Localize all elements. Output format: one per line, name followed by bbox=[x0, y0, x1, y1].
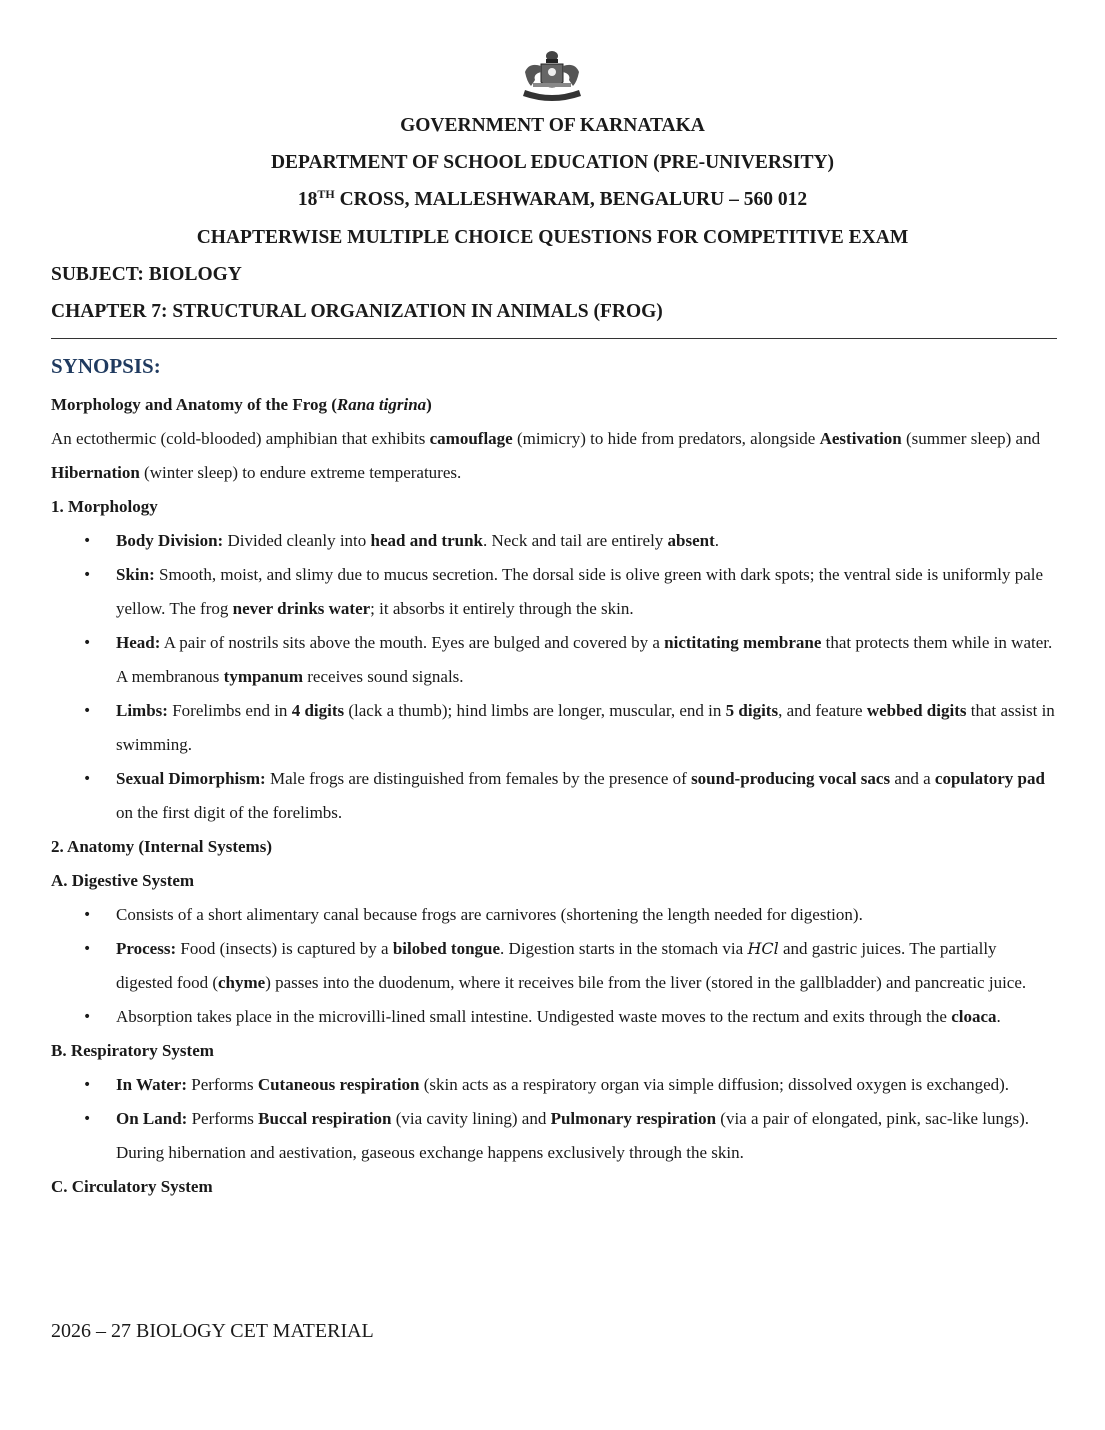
circulatory-heading: C. Circulatory System bbox=[51, 1177, 213, 1196]
synopsis-body bbox=[51, 388, 1057, 1204]
header-government: GOVERNMENT OF KARNATAKA bbox=[400, 115, 705, 136]
list-item-process: • Process: Food (insects) is captured by a bilobed tongue. Digestion starts in the stomach via HCl and gastric juices. The partially digested food (chyme) passes into the duodenum, where it receives bile from the liver (stored in the gallbladder) and pancreatic juice. bbox=[116, 932, 1057, 1000]
list-item-on-land: • On Land: Performs Buccal respiration (via cavity lining) and Pulmonary respiration (via a pair of elongated, pink, sac-like lungs). During hibernation and aestivation, gaseous exchange happens exclusively through the skin. bbox=[116, 1102, 1057, 1170]
list-item-sexual-dimorphism: • Sexual Dimorphism: Male frogs are distinguished from females by the presence of sound-producing vocal sacs and a copulatory pad on the first digit of the forelimbs. bbox=[116, 762, 1057, 830]
address-superscript: TH bbox=[317, 187, 335, 201]
header-exam-title: CHAPTERWISE MULTIPLE CHOICE QUESTIONS FOR COMPETITIVE EXAM bbox=[196, 227, 909, 248]
header-department: DEPARTMENT OF SCHOOL EDUCATION (PRE-UNIVERSITY) bbox=[270, 152, 835, 173]
list-item-alimentary-canal: • Consists of a short alimentary canal because frogs are carnivores (shortening the length needed for digestion). bbox=[116, 898, 1057, 932]
list-item-body-division: • Body Division: Divided cleanly into head and trunk. Neck and tail are entirely absent. bbox=[116, 524, 1057, 558]
list-item-absorption: • Absorption takes place in the microvilli-lined small intestine. Undigested waste moves to the rectum and exits through the cloaca. bbox=[116, 1000, 1057, 1034]
species-name: Rana tigrina bbox=[336, 395, 427, 414]
page-footer: 2026 – 27 BIOLOGY CET MATERIAL bbox=[51, 1320, 374, 1342]
header-address bbox=[0, 188, 1105, 212]
address-number: 18 bbox=[297, 189, 318, 210]
list-item-head: • Head: A pair of nostrils sits above the mouth. Eyes are bulged and covered by a nictitating membrane that protects them while in water. A membranous tympanum receives sound signals. bbox=[116, 626, 1057, 694]
list-item-skin: • Skin: Smooth, moist, and slimy due to mucus secretion. The dorsal side is olive green with dark spots; the ventral side is uniformly pale yellow. The frog never drinks water; it absorbs it entirely through the skin. bbox=[116, 558, 1057, 626]
synopsis-heading: SYNOPSIS: bbox=[51, 354, 161, 378]
hcl-formula: HCl bbox=[747, 939, 779, 958]
list-item-limbs: • Limbs: Forelimbs end in 4 digits (lack a thumb); hind limbs are longer, muscular, end in 5 digits, and feature webbed digits that assist in swimming. bbox=[116, 694, 1057, 762]
header-divider bbox=[51, 338, 1057, 339]
address-rest: CROSS, MALLESHWARAM, BENGALURU – 560 012 bbox=[334, 189, 808, 210]
digestive-list bbox=[51, 898, 1057, 1034]
morphology-list bbox=[51, 524, 1057, 830]
anatomy-heading: 2. Anatomy (Internal Systems) bbox=[51, 837, 272, 856]
intro-paragraph: An ectothermic (cold-blooded) amphibian that exhibits camouflage (mimicry) to hide from predators, alongside Aestivation (summer sleep) and Hibernation (winter sleep) to endure extreme temperatures. bbox=[51, 429, 1041, 482]
morphology-heading: 1. Morphology bbox=[51, 497, 158, 516]
respiratory-list bbox=[51, 1068, 1057, 1170]
respiratory-heading: B. Respiratory System bbox=[51, 1041, 214, 1060]
karnataka-emblem bbox=[519, 50, 585, 102]
list-item-in-water: • In Water: Performs Cutaneous respiration (skin acts as a respiratory organ via simple diffusion; dissolved oxygen is exchanged). bbox=[116, 1068, 1057, 1102]
subject-heading: SUBJECT: BIOLOGY bbox=[51, 264, 242, 285]
chapter-heading: CHAPTER 7: STRUCTURAL ORGANIZATION IN ANIMALS (FROG) bbox=[51, 301, 663, 322]
intro-title: Morphology and Anatomy of the Frog (Rana tigrina) bbox=[51, 395, 432, 414]
digestive-heading: A. Digestive System bbox=[51, 871, 195, 890]
